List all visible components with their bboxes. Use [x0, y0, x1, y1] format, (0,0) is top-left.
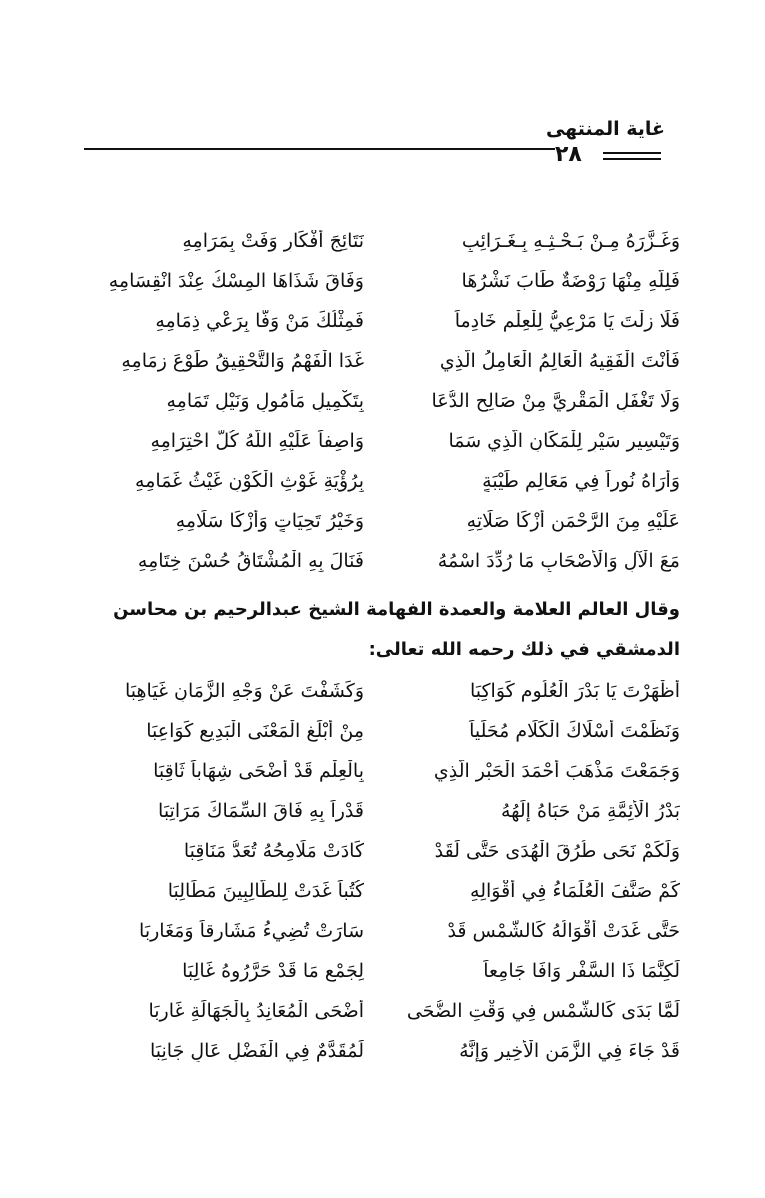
verse-first-hemistich: حَتَّى غَدَتْ أَقْوَالُهُ كَالشَّمْسِ قَدْ	[447, 920, 680, 942]
verse-row	[84, 991, 680, 1031]
verse-second-hemistich: وَفَاقَ شَذَاهَا المِسْكُ عِنْدَ انْقِسَامِهِ	[108, 270, 364, 292]
verse-first-hemistich: بَدْرُ الْأَئِمَّةِ مَنْ حَبَاهُ إِلَهُهُ	[500, 800, 680, 822]
verse-row	[84, 871, 680, 911]
poem-2	[84, 671, 680, 1071]
verse-second-hemistich: وَكَشَفْتَ عَنْ وَجْهِ الزَّمَانِ غَيَاهِبَا	[125, 680, 364, 702]
verse-first-hemistich: قَدْ جَاءَ فِي الزَّمَنِ الْأَخِيرِ وَإِنَّهُ	[459, 1040, 680, 1062]
verse-first-hemistich: فَلَا زِلْتَ يَا مَرْعِيُّ لِلْعِلْمِ خَادِماً	[454, 310, 680, 332]
prose-introduction	[84, 590, 680, 670]
verse-second-hemistich: قَدْراً بِهِ فَاقَ السِّمَاكَ مَرَاتِبَا	[158, 800, 364, 822]
page-number: ٢٨	[555, 142, 582, 167]
verse-row	[84, 671, 680, 711]
verse-row	[84, 911, 680, 951]
verse-row	[84, 421, 680, 461]
verse-second-hemistich: فَمِثْلُكَ مَنْ وَفَّا بِرَعْيِ ذِمَامِهِ	[155, 310, 364, 332]
verse-row	[84, 261, 680, 301]
verse-first-hemistich: فَأَنْتَ الْفَقِيهُ الْعَالِمُ الْعَامِلُ الَّذِي	[439, 350, 680, 372]
verse-second-hemistich: مِنْ أَبْلَغِ الْمَعْنَى الْبَدِيعِ كَوَاعِبَا	[146, 720, 364, 742]
verse-second-hemistich: بِتَكْمِيلِ مَأْمُولٍ وَنَيْلِ تَمَامِهِ	[166, 390, 364, 412]
verse-second-hemistich: لِجَمْعِ مَا قَدْ حَرَّرُوهُ غَالِبَا	[182, 960, 364, 982]
verse-second-hemistich: كَادَتْ مَلَامِحُهُ تُعَدُّ مَنَاقِبَا	[183, 840, 364, 862]
verse-row	[84, 461, 680, 501]
verse-first-hemistich: وَأَرَاهُ نُوراً فِي مَعَالِمِ طَيْبَةٍ	[482, 470, 680, 492]
verse-row	[84, 1031, 680, 1071]
verse-second-hemistich: بِالْعِلْمِ قَدْ أَضْحَى شِهَاباً ثَاقِبَا	[153, 760, 364, 782]
verse-first-hemistich: لَمَّا بَدَى كَالشَّمْسِ فِي وَقْتِ الضُّحَى	[406, 1000, 680, 1022]
verse-first-hemistich: أَظْهَرْتَ يَا بَدْرَ الْعُلُومِ كَوَاكِبَا	[469, 680, 680, 702]
verse-row	[84, 831, 680, 871]
verse-second-hemistich: سَارَتْ تُضِيءُ مَشَارِقاً وَمَغَارِبَا	[139, 920, 364, 942]
verse-first-hemistich: عَلَيْهِ مِنَ الرَّحْمَنِ أَزْكَا صَلَاتِهِ	[466, 510, 680, 532]
verse-row	[84, 751, 680, 791]
verse-first-hemistich: وَنَظَمْتَ أَسْلَاكَ الْكَلَامِ مُحَلِّياً	[469, 720, 680, 742]
verse-second-hemistich: وَخَيْرُ تَحِيَاتٍ وَأَزْكَا سَلَامِهِ	[175, 510, 364, 532]
verse-row	[84, 221, 680, 261]
page-number-block	[555, 140, 667, 174]
page-number-rule-bottom	[603, 158, 661, 160]
verse-first-hemistich: وَلَا تَغْفَلِ الْمَقْرِيَّ مِنْ صَالِحِ الدُّعَا	[431, 390, 680, 412]
verse-row	[84, 711, 680, 751]
verse-second-hemistich: نَتَائِجَ أَفْكَارٍ وَفَتْ بِمَرَامِهِ	[182, 230, 364, 252]
verse-first-hemistich: وَجَمَعْتَ مَذْهَبَ أَحْمَدَ الْحَبْرِ الَّذِي	[433, 760, 680, 782]
page-number-rule-top	[603, 152, 661, 154]
verse-row	[84, 501, 680, 541]
verse-row	[84, 381, 680, 421]
verse-row	[84, 541, 680, 581]
verse-first-hemistich: لَكِنَّمَا ذَا السَّفْرِ وَافَا جَامِعاً	[483, 960, 680, 982]
verse-second-hemistich: غَدَا الْفَهْمُ وَالتَّحْقِيقُ طَوْعَ زِمَامِهِ	[121, 350, 364, 372]
verse-first-hemistich: مَعَ الْآلِ وَالْأَصْحَابِ مَا رُدِّدَ اسْمُهُ	[437, 550, 680, 572]
verse-second-hemistich: فَنَالَ بِهِ الْمُشْتَاقُ حُسْنَ خِتَامِهِ	[137, 550, 364, 572]
verse-second-hemistich: بِرُؤْيَةِ غَوْثِ الْكَوْنِ غَيْثُ غَمَامِهِ	[135, 470, 364, 492]
verse-first-hemistich: وَتَيْسِيرِ سَيْرٍ لِلْمَكَانِ الَّذِي سَمَا	[448, 430, 680, 452]
verse-second-hemistich: أَضْحَى الْمُعَانِدُ بِالْجَهَالَةِ غَارِبَا	[148, 1000, 364, 1022]
verse-first-hemistich: كَمْ صَنَّفَ الْعُلَمَاءُ فِي أَقْوَالِهِ	[470, 880, 680, 902]
poem-1	[84, 221, 680, 581]
verse-row	[84, 301, 680, 341]
verse-first-hemistich: وَلَكَمْ نَحَى طُرُقَ الْهُدَى حَتَّى لَقَدْ	[434, 840, 680, 862]
verse-row	[84, 951, 680, 991]
verse-first-hemistich: فَلِلَّهِ مِنْهَا رَوْضَةٌ طَابَ نَشْرُهَا	[461, 270, 680, 292]
verse-first-hemistich: وَغَـزَّرَهُ مِـنْ بَـحْـثِـهِ بِـغَـرَائِبٍ	[461, 230, 680, 252]
verse-second-hemistich: كُتُباً غَدَتْ لِلطَّالِبِينَ مَطَالِبَا	[167, 880, 364, 902]
prose-line: الدمشقي في ذلك رحمه الله تعالى:	[368, 639, 680, 660]
verse-second-hemistich: لَمُقَدَّمٌ فِي الْفَضْلِ عَالٍ جَانِبَا	[149, 1040, 364, 1062]
prose-line: وقال العالم العلامة والعمدة الفهامة الشيخ عبدالرحيم بن محاسن	[113, 599, 680, 620]
verse-second-hemistich: وَاصِفاً عَلَيْهِ اللَّهُ كُلَّ احْتِرَامِهِ	[150, 430, 364, 452]
verse-row	[84, 341, 680, 381]
book-title: غاية المنتهى	[545, 118, 665, 140]
verse-row	[84, 791, 680, 831]
